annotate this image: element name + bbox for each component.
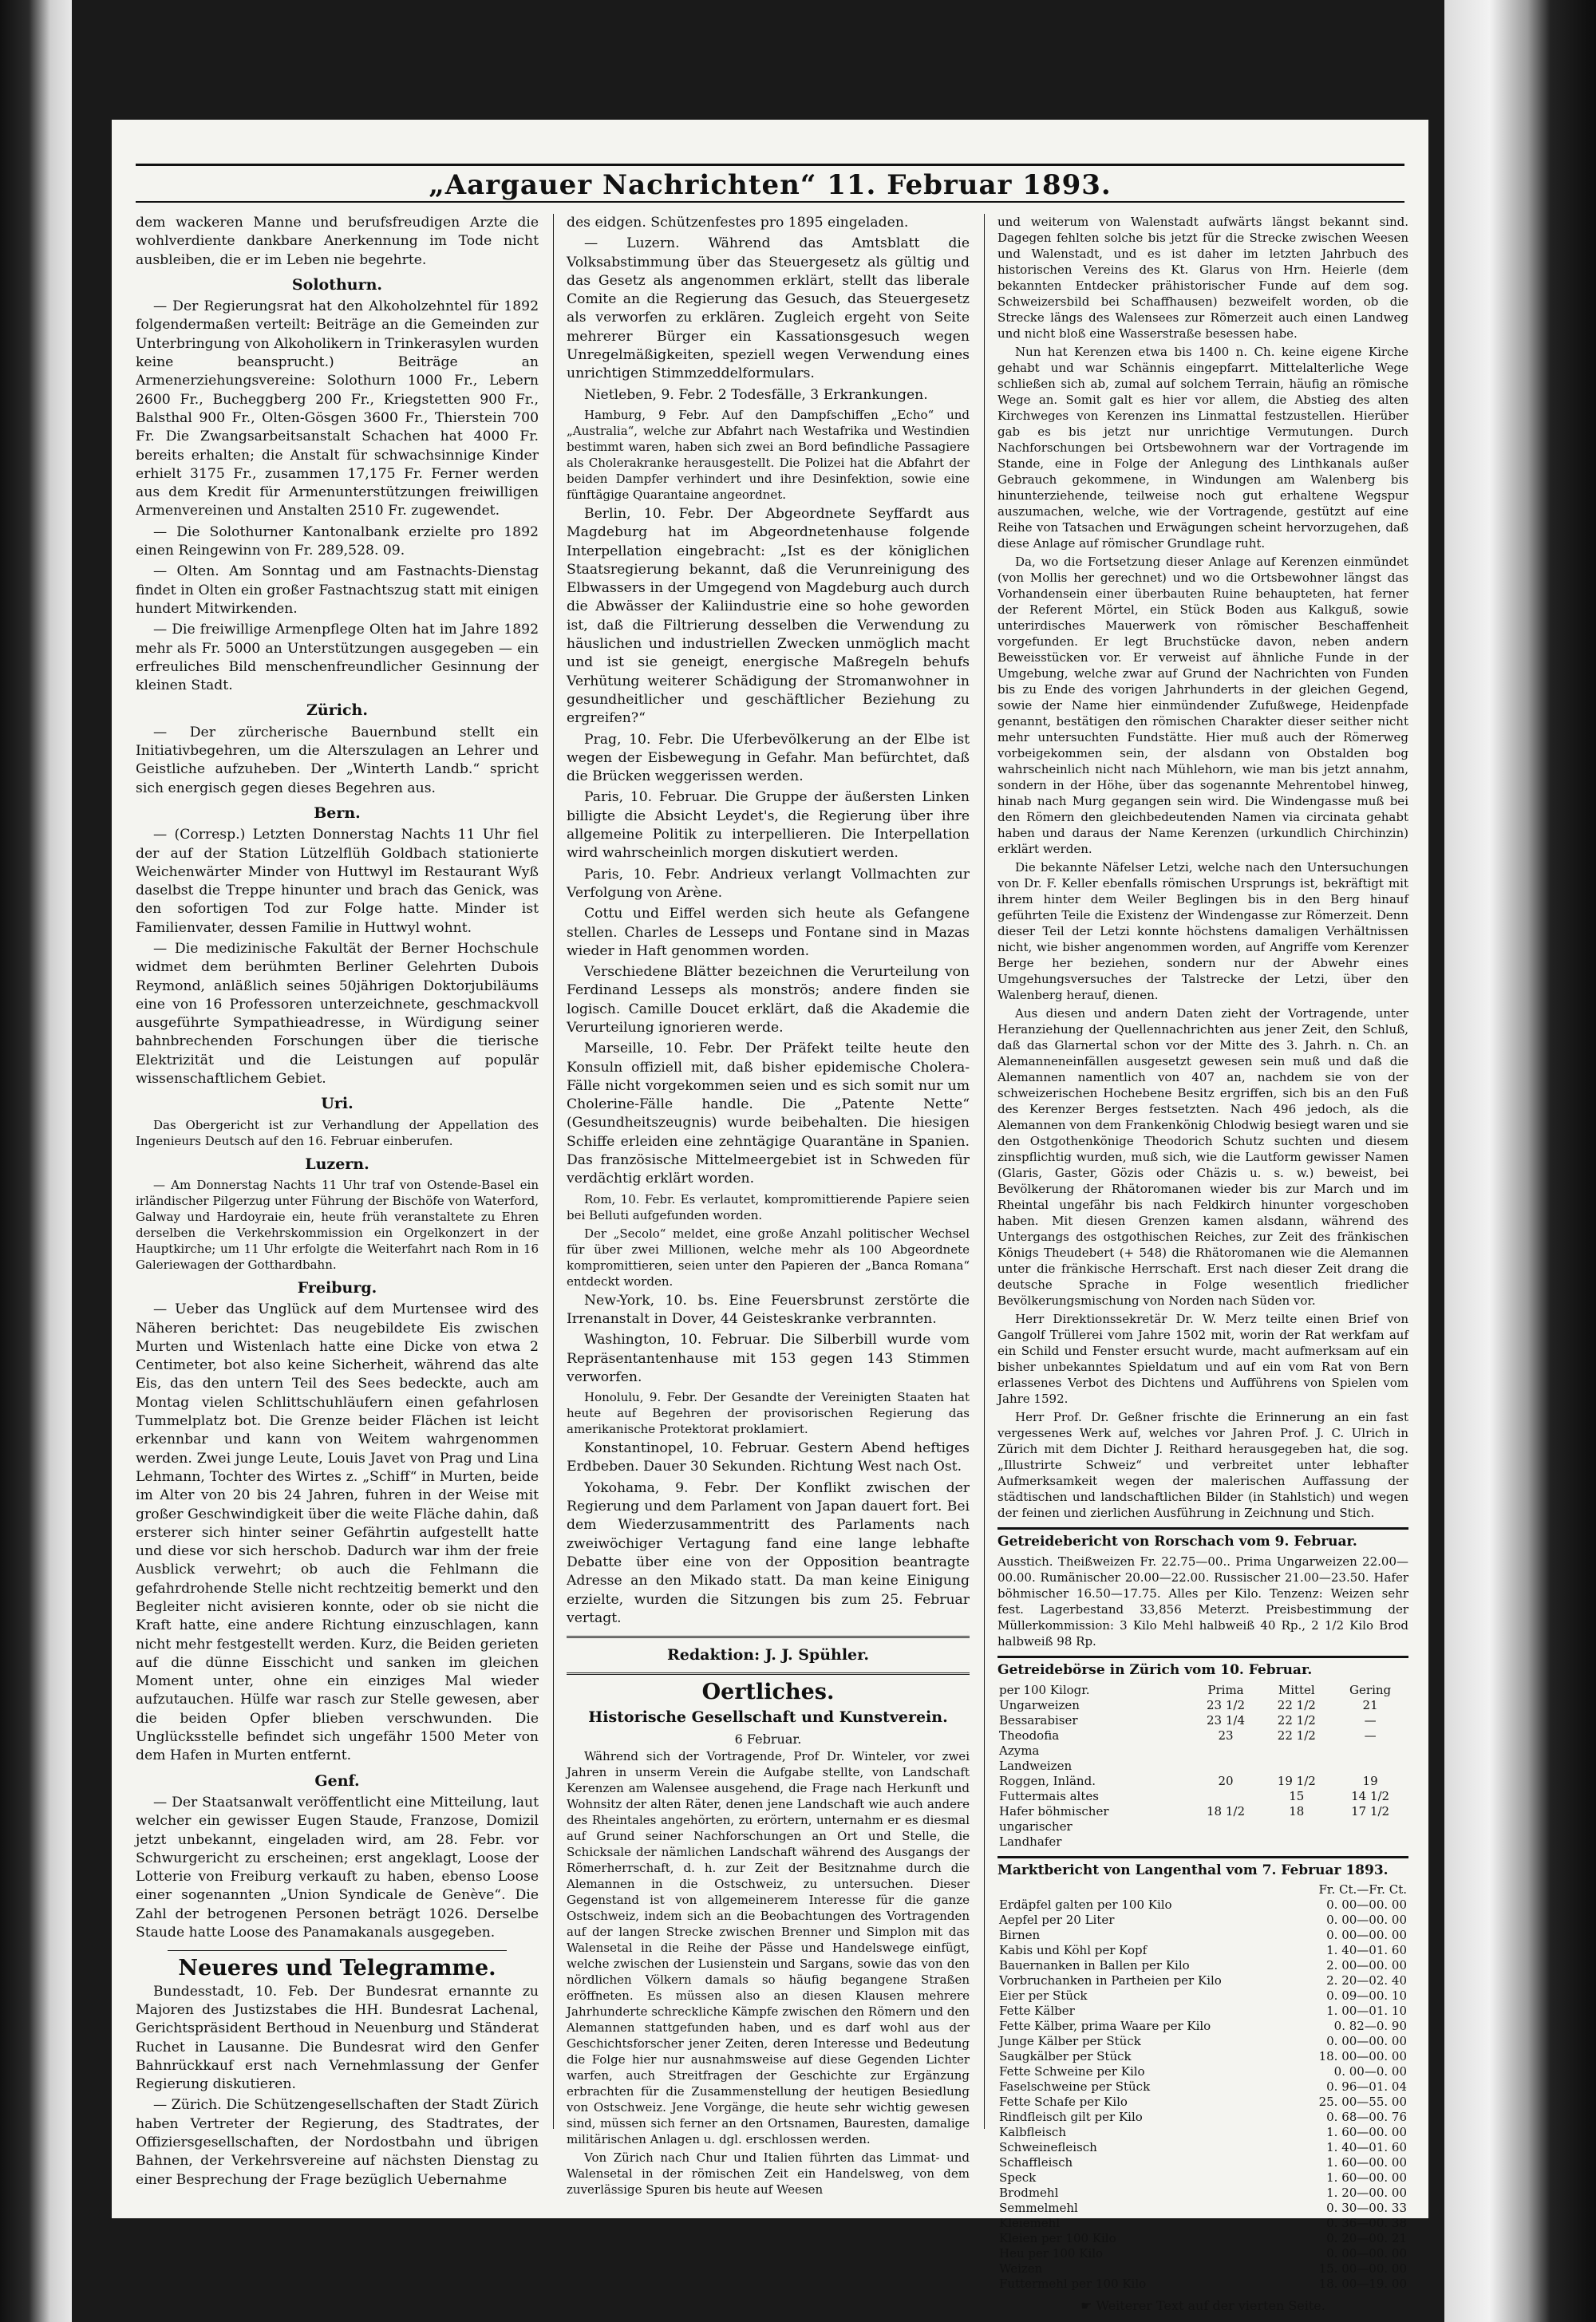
section-rule (168, 1950, 507, 1951)
table-cell (1191, 1759, 1262, 1774)
table-cell: Landweizen (999, 1758, 1073, 1773)
table-cell: Heu per 100 Kilo (999, 2245, 1104, 2261)
table-header-cell: Prima (1207, 1682, 1244, 1697)
table-cell: Ungarweizen (999, 1697, 1080, 1712)
article-paragraph: Konstantinopel, 10. Februar. Gestern Abend heftiges Erdbeben. Dauer 30 Sekunden. Richtung West nach Ost. (567, 1440, 970, 1475)
table-row (998, 1928, 1408, 1943)
table-cell: Bauernanken in Ballen per Kilo (999, 1957, 1190, 1973)
table-cell: Theodofia (999, 1728, 1060, 1743)
table-row (998, 2004, 1408, 2019)
table-cell (1261, 1834, 1332, 1850)
article-paragraph: Berlin, 10. Febr. Der Abgeordnete Seyffardt aus Magdeburg hat im Abgeordnetenhause folgende Interpellation eingebracht: „Ist es der königlichen Staatsregierung bekannt, daß die Verunreinigung des Elbwassers in der Umgegend von Magdeburg auch durch die Abwässer der Kaliindustrie eine so hohe geworden ist, daß die Filtrierung desselben die Verwendung zu häuslichen und industriellen Zwecken unmöglich macht und ist sie geneigt, energische Maßregeln behufs Verhütung weiterer Schädigung der Stromanwohner in gesundheitlicher und geschäftlicher Beziehung zu ergreifen?“ (567, 505, 970, 727)
table-row (998, 1789, 1408, 1804)
table-cell: Futtermais altes (999, 1788, 1099, 1803)
table-cell: 0. 20—00. 21 (1326, 2230, 1407, 2245)
table-header-cell: Gering (1349, 1682, 1392, 1697)
table-cell: 22 1/2 (1277, 1728, 1316, 1743)
article-paragraph: — Der Regierungsrat hat den Alkoholzehntel für 1892 folgendermaßen verteilt: Beiträge an die Gemeinden zur Unterbringung von Alkoholikern in Trinkerasylen wurden keine beansprucht.) Beiträge an Armenerziehungsvereine: Solothurn 1000 Fr., Lebern 2600 Fr., Bucheggberg 200 Fr., Kriegstetten 900 Fr., Balsthal 900 Fr., Olten-Gösgen 3600 Fr., Thierstein 700 Fr. Die Zwangsarbeitsanstalt Schachen hat 4000 Fr. bereits erhalten; die Anstalt für schwachsinnige Kinder erhielt 3175 Fr., zusammen 17,175 Fr. Ferner werden aus dem Kredit für Armenunterstützungen freiwilligen Armenvereinen und Anstalten 2510 Fr. zugewendet. (136, 298, 539, 519)
table-row (998, 2095, 1408, 2110)
table-cell: 22 1/2 (1277, 1697, 1316, 1712)
table-cell: 0. 00—00. 00 (1326, 2245, 1407, 2261)
article-paragraph: dem wackeren Manne und berufsfreudigen Arzte die wohlverdiente dankbare Anerkennung im Tode nicht ausbleiben, die er im Leben nie begehrte. (136, 215, 539, 268)
table-cell (1191, 1789, 1262, 1804)
table-cell: 18. 00—19. 00 (1318, 2276, 1407, 2291)
section-date: 6 Februar. (734, 1732, 802, 1747)
table-row (998, 1913, 1408, 1928)
section-heading-large: Oertliches. (701, 1680, 835, 1705)
market-report-text: Ausstich. Theißweizen Fr. 22.75—00.. Prima Ungarweizen 22.00—00.00. Rumänischer 20.00—22.00. Russischer 21.00—23.50. Hafer böhmischer 16.50—17.75. Alles per Kilo. Tenzenz: Weizen sehr fest. Lagerbestand 33,856 Meterzt. Preisbestimmung der Müllerkommission: 3 Kilo Mehl halbweiß 40 Rp., 2 1/2 Kilo Brod halbweiß 98 Rp. (998, 1554, 1408, 1649)
table-cell: 0. 82—0. 90 (1333, 2018, 1407, 2033)
table-row (998, 2277, 1408, 2292)
table-row (998, 1973, 1408, 1988)
table-cell: Fette Schafe per Kilo (999, 2094, 1128, 2109)
table-row (998, 1713, 1408, 1728)
table-cell: Fette Kälber, prima Waare per Kilo (999, 2018, 1211, 2033)
article-paragraph: — Der zürcherische Bauernbund stellt ein Initiativbegehren, um die Alterszulagen an Lehrer und Geistliche aufzuheben. Der „Winterth Landb.“ spricht sich energisch gegen dieses Begehren aus. (136, 724, 539, 796)
article-paragraph: Honolulu, 9. Febr. Der Gesandte der Vereinigten Staaten hat heute auf Begehren der provisorischen Regierung das amerikanische Protektorat proklamiert. (567, 1390, 970, 1437)
column-3 (998, 214, 1408, 2313)
table-cell: 22 1/2 (1277, 1712, 1316, 1728)
column-divider (984, 214, 985, 2129)
table-row (998, 1774, 1408, 1789)
table-header-cell: Mittel (1278, 1682, 1315, 1697)
table-cell: 1. 00—01. 10 (1326, 2003, 1407, 2018)
column-divider (553, 214, 554, 2129)
masthead-rule-bottom (136, 201, 1404, 203)
table-row (998, 2125, 1408, 2140)
table-cell: Kleien per 100 Kilo (999, 2230, 1116, 2245)
article-paragraph: Aus diesen und andern Daten zieht der Vortragende, unter Heranziehung der Quellennachrichten aus jener Zeit, den Schluß, daß das Glarnertal schon vor der Mitte des 3. Jahrh. n. Ch. an Alemanneneinfällen ausgesetzt gewesen sein muß und daß die Alemannen namentlich von 407 an, nachdem sie von der schweizerischen Hochebene Besitz ergriffen, sich bis an den Fuß des Kerenzer Berges festsetzten. Nach 496 jedoch, als die Alemannen von dem Frankenkönig Chlodwig besiegt waren und sie den Ostgothenkönige Theodorich Schutz suchten und diesem zinspflichtig wurden, muß sich, wie die Lautform gewisser Namen (Glaris, Gaster, Gözis oder Chäzis u. s. w.) beweist, bei Bevölkerung der Rhätoromanen wieder bis zur March und im Rheintal ungefähr bis nach Feldkirch hinunter vorgeschoben haben. Mit diesen Grenzen kamen alsdann, während des Untergangs des ostgothischen Reiches, zur Zeit des fränkischen Königs Theudebert (+ 548) die Rhätoromanen wie die Alemannen unter die fränkische Herrschaft. Erst nach dieser Zeit drang die deutsche Sprache in Folge wesentlich friedlicher Bevölkerungsmischung von Norden nach Süden vor. (998, 1006, 1408, 1308)
article-paragraph: des eidgen. Schützenfestes pro 1895 eingeladen. (567, 215, 909, 231)
table-cell: 15 (1289, 1788, 1305, 1803)
table-cell: Birnen (999, 1927, 1041, 1942)
table-cell: Landhafer (999, 1834, 1062, 1849)
table-cell: Vorbruchanken in Partheien per Kilo (999, 1973, 1222, 1988)
table-cell: Roggen, Inländ. (999, 1773, 1096, 1788)
table-row (998, 1819, 1408, 1834)
table-cell: 0. 36—00. 38 (1326, 2215, 1407, 2230)
table-cell: 15. 00—00. 00 (1318, 2261, 1407, 2276)
article-paragraph: — Zürich. Die Schützengesellschaften der Stadt Zürich haben Vertreter der Regierung, des Stadtrates, der Offiziersgesellschaften, der Nordostbahn und übrigen Bahnen, der Verkehrsvereine auf nächsten Dienstag zu einer Besprechung der Frage bezüglich Uebernahme (136, 2097, 539, 2188)
table-cell: 19 (1362, 1773, 1378, 1788)
continued-note: ☛ Weiterer Text auf der vierten Seite. (1080, 2297, 1325, 2313)
table-cell: 2. 20—02. 40 (1326, 1973, 1407, 1988)
column-2 (567, 214, 970, 2198)
section-heading: Uri. (321, 1095, 354, 1113)
table-cell (1261, 1759, 1332, 1774)
table-row (998, 1943, 1408, 1958)
table-cell: 20 (1218, 1773, 1234, 1788)
section-heading: Bern. (314, 804, 361, 822)
table-cell: 0. 30—00. 33 (1326, 2200, 1407, 2215)
table-cell: Junge Kälber per Stück (999, 2033, 1141, 2048)
column-1 (136, 214, 539, 2193)
langenthal-market-title: Marktbericht von Langenthal vom 7. Februar 1893. (998, 1856, 1408, 1880)
table-row (998, 1759, 1408, 1774)
table-cell (1332, 1759, 1408, 1774)
table-header-cell: Fr. Ct.—Fr. Ct. (1318, 1882, 1407, 1897)
article-paragraph: Paris, 10. Februar. Die Gruppe der äußersten Linken billigte die Absicht Leydet's, die Regierung über ihre allgemeine Politik zu interpellieren. Die Interpellation wird wahrscheinlich morgen diskutiert werden. (567, 789, 970, 862)
table-cell (1261, 1743, 1332, 1759)
table-cell: Schaffleisch (999, 2154, 1073, 2170)
table-cell: Fette Schweine per Kilo (999, 2063, 1145, 2079)
table-row (998, 1728, 1408, 1743)
table-row (998, 2246, 1408, 2261)
table-cell: 1. 20—00. 00 (1326, 2185, 1407, 2200)
table-row (998, 1988, 1408, 2004)
article-paragraph: — Die freiwillige Armenpflege Olten hat im Jahre 1892 mehr als Fr. 5000 an Unterstützungen ausgegeben — ein erfreuliches Bild menschenfreundlicher Gesinnung der kleinen Stadt. (136, 622, 539, 694)
table-cell: 18. 00—00. 00 (1318, 2048, 1407, 2063)
article-paragraph: Nun hat Kerenzen etwa bis 1400 n. Ch. keine eigene Kirche gehabt und war Schännis eingepfarrt. Mittelalterliche Wege schließen sich ab, zumal auf solchem Terrain, häufig an römische Wege an. Somit galt es hier vor allem, die Abstieg des alten Kirchweges von Kerenzen ins Linmattal festzustellen. Hierüber gab es bis jetzt nur unrichtige Vermutungen. Durch Nachforschungen bei Ortsbewohnern war der Vortragende im Stande, eine in Folge der Anlegung des Linthkanals außer Gebrauch gekommene, in Windungen am Walenberg bis hinunterziehende, teilweise noch gut erhaltene Wegspur auszumachen, welche, wie der Vortragende, gestützt auf eine Reihe von Tatsachen und Erwägungen scheint hervorzugehen, daß diese Anlage auf römischer Grundlage ruht. (998, 345, 1408, 551)
table-cell: 0. 00—00. 00 (1326, 1897, 1407, 1912)
table-cell: Semmelmehl (999, 2200, 1078, 2215)
section-heading: Luzern. (305, 1155, 369, 1173)
table-cell: 23 1/2 (1207, 1697, 1246, 1712)
table-cell: 23 (1218, 1728, 1234, 1743)
table-cell: ungarischer (999, 1819, 1073, 1834)
article-paragraph: Paris, 10. Febr. Andrieux verlangt Vollmachten zur Verfolgung von Arène. (567, 866, 970, 901)
table-cell: Weizen (999, 2261, 1043, 2276)
table-cell: Brodmehl (999, 2185, 1059, 2200)
table-cell: Kalbfleisch (999, 2124, 1066, 2139)
table-cell: Schweinefleisch (999, 2139, 1097, 2154)
article-paragraph: — Am Donnerstag Nachts 11 Uhr traf von Ostende-Basel ein irländischer Pilgerzug unter Führung der Bischöfe von Waterford, Galway und Hardoyraie ein, heute früh veranstaltete zu Ehren derselben die Verkehrskommission ein Orgelkonzert in der Hauptkirche; um 11 Uhr erfolgte die Weiterfahrt nach Rom in 16 Galeriewagen der Gotthardbahn. (136, 1177, 539, 1272)
article-paragraph: Nietleben, 9. Febr. 2 Todesfälle, 3 Erkrankungen. (584, 386, 928, 403)
newspaper-page (112, 120, 1428, 2313)
article-paragraph: Hamburg, 9 Febr. Auf den Dampfschiffen „Echo“ und „Australia“, welche zur Abfahrt nach Westafrika und Westindien bestimmt waren, haben sich zwei an Bord befindliche Passagiere als Cholerakranke herausgestellt. Die Polizei hat die Abfahrt der beiden Dampfer verhindert und ihre Desinfektion, sowie eine fünftägige Quarantaine angeordnet. (567, 407, 970, 502)
table-header-row (998, 1882, 1408, 1897)
table-cell: 0. 00—0. 00 (1333, 2063, 1407, 2079)
article-paragraph: Marseille, 10. Febr. Der Präfekt teilte heute den Konsuln offiziell mit, daß bisher epidemische Cholera-Fälle nicht vorgekommen seien und es sich somit nur um Cholerine-Fälle handle. Die „Patente Nette“ (Gesundheitszeugnis) wurde beibehalten. Die hiesigen Schiffe erleiden eine zehntägige Quarantäne in Spanien. Das französische Mittelmeergebiet ist in Schweden für verdächtig erklärt worden. (567, 1041, 970, 1187)
article-paragraph: — Ueber das Unglück auf dem Murtensee wird des Näheren berichtet: Das neugebildete Eis zwischen Murten und Wistenlach hatte eine Dicke von etwa 2 Centimeter, bot also keine Sicherheit, während das alte Eis, das den untern Teil des Sees bedeckte, auch am Montag vielen Schlittschuhläufern einen gefahrlosen Tummelplatz bot. Die Grenze beider Flächen ist leicht erkennbar und kann von Weitem wahrgenommen werden. Zwei junge Leute, Louis Javet von Prag und Lina Lehmann, Tochter des Wirtes z. „Schiff“ in Murten, beide im Alter von 20 bis 24 Jahren, fuhren in der Weise mit großer Geschwindigkeit über die weite Fläche dahin, daß ersterer sich hinter seiner Gefährtin aufgestellt hatte und diese vor sich herschob. Dadurch war ihm der freie Ausblick verwehrt; ob auch die Fehlmann die gefahrdrohende Stelle nicht rechtzeitig bemerkt und den Begleiter nicht avisieren konnte, oder ob sie nicht die Kraft hatte, eine andere Richtung einzuschlagen, kann nicht mehr festgestellt werden. Kurz, die Beiden gerieten auf die dünne Eisschicht und sanken im gleichen Moment unter, ohne ein einziges Mal wieder aufzutauchen. Hülfe war rasch zur Stelle gewesen, aber die beiden Opfer blieben verschwunden. Die Unglücksstelle befindet sich ungefähr 1500 Meter von dem Hafen in Murten entfernt. (136, 1301, 539, 1764)
table-cell: Erdäpfel galten per 100 Kilo (999, 1897, 1172, 1912)
article-paragraph: Von Zürich nach Chur und Italien führten das Limmat- und Walensetal in der römischen Zeit ein Handelsweg, von dem zuverlässige Spuren bis heute auf Weesen (567, 2150, 970, 2198)
zurich-exchange-title: Getreidebörse in Zürich vom 10. Februar. (998, 1656, 1408, 1680)
article-paragraph: — Die medizinische Fakultät der Berner Hochschule widmet dem berühmten Berliner Gelehrten Dubois Reymond, anläßlich seines 50jährigen Doktorjubiläums eine von 16 Professoren unterzeichnete, geschmackvoll ausgeführte Sympathieadresse, in Würdigung seiner bahnbrechenden Forschungen über die tierische Elektrizität und die Leistungen auf populär wissenschaftlichem Gebiet. (136, 940, 539, 1088)
table-cell: Hafer böhmischer (999, 1803, 1109, 1819)
table-cell: 1. 60—00. 00 (1326, 2170, 1407, 2185)
table-cell (1191, 1743, 1262, 1759)
article-paragraph: Die bekannte Näfelser Letzi, welche nach den Untersuchungen von Dr. F. Keller ebenfalls römischen Ursprungs ist, bekräftigt mit ihrem hinter dem Weiler Beglingen bis in den Berg hinauf geführten Teile die Existenz der Windengasse zur Römerzeit. Denn dieser Teil der Letzi konnte höchstens damaligen Verhältnissen nicht, wie bisher angenommen worden, auf Angriffe vom Kerenzer Berge her beziehen, sondern nur der Abwehr eines Umgehungsversuches der Talstrecke der Letzi, über den Walenberg herauf, dienen. (998, 860, 1408, 1002)
article-paragraph: Herr Prof. Dr. Geßner frischte die Erinnerung an ein fast vergessenes Werk auf, welches vor Jahren Prof. J. C. Ulrich in Zürich mit dem Dichter J. Reithard herausgegeben hat, die sog. „Illustrirte Schweiz“ und verbreitet unter lebhafter Aufmerksamkeit wegen der malerischen Auffassung der städtischen und landschaftlichen Bilder (in Stahlstich) und wegen der feinen und zierlichen Ausführung in Zeichnung und Stich. (998, 1410, 1408, 1520)
table-cell: Rindfleisch gilt per Kilo (999, 2109, 1143, 2124)
article-paragraph: — Die Solothurner Kantonalbank erzielte pro 1892 einen Reingewinn von Fr. 289,528. 09. (136, 523, 539, 559)
table-cell (1191, 1834, 1262, 1850)
table-row (998, 2155, 1408, 2170)
table-cell (1332, 1834, 1408, 1850)
article-paragraph: Rom, 10. Febr. Es verlautet, kompromittierende Papiere seien bei Belluti aufgefunden worden. (567, 1191, 970, 1222)
table-cell: — (1364, 1712, 1377, 1728)
article-paragraph: Verschiedene Blätter bezeichnen die Verurteilung von Ferdinand Lesseps als monströs; andere finden sie logisch. Camille Doucet erklärt, daß die Akademie die Verurteilung ignorieren werde. (567, 964, 970, 1036)
table-cell: Speck (999, 2170, 1037, 2185)
table-row (998, 2110, 1408, 2125)
table-cell: 0. 09—00. 10 (1326, 1988, 1407, 2003)
table-cell: Futtermehl per 100 Kilo (999, 2276, 1147, 2291)
article-paragraph: Während sich der Vortragende, Prof Dr. Winteler, vor zwei Jahren in unserm Verein die Aufgabe stellte, von Landschaft Kerenzen am Walensee ausgehend, die Frage nach Herkunft und Wohnsitz der alten Räter, denen jene Landschaft wie auch andere des Rheintales angehörten, zu erörtern, unternahm er es diesmal auf Grund seiner Nachforschungen an Ort und Stelle, die Schicksale der nämlichen Landschaft während des Ausgangs der Römerherrschaft, d. h. zur Zeit der Besitznahme durch die Alemannen in die Ostschweiz, zu untersuchen. Dieser Gegenstand ist von allgemeinerem Interesse für die ganze Ostschweiz, indem sich an die Beobachtungen des Vortragenden auf der langen Strecke zwischen Brenner und Simplon mit das Walensetal in die Reihe der Pässe und Handelswege einfügt, welche zwischen der Lusienstein und Sargans, sowie das von den nördlichen Völkern damals so häufig begangene Straßen eröffneten. Es müssen also an diesen Klausen mehrere Jahrhunderte schreckliche Kämpfe zwischen den Römern und den Alemannen stattgefunden haben, und es darf wohl aus der Geschichtsforscher jener Zeiten, deren Interesse und Bedeutung die Folge hier nur ausnahmsweise auf diese Gegenden Lichter warfen, auch Streitfragen der Geschichte zur Ergänzung erbrachten für die Zusammenstellung der heutigen Besiedlung von Ostschweiz. Jene Vorgänge, die heute sehr wichtig gewesen sind, müssen sich ferner an den Ortsnamen, Bauresten, damalige militärischen Anlagen u. dgl. erschlossen werden. (567, 1749, 970, 2147)
table-cell: 0. 68—00. 76 (1326, 2109, 1407, 2124)
article-paragraph: Bundesstadt, 10. Feb. Der Bundesrat ernannte zu Majoren des Justizstabes die HH. Bundesrat Lachenal, Gerichtspräsident Berthoud in Neuenburg und Ständerat Ruchet in Lausanne. Die Bundesrat wird den Genfer Bahnrückkauf erst nach Vernehmlassung der Genfer Regierung diskutieren. (136, 1983, 539, 2093)
table-cell (1332, 1819, 1408, 1834)
table-cell: 2. 00—00. 00 (1326, 1957, 1407, 1973)
table-row (998, 2034, 1408, 2049)
table-cell: Azyma (999, 1743, 1040, 1758)
table-cell: Eier per Stück (999, 1988, 1088, 2003)
table-cell: 21 (1362, 1697, 1378, 1712)
table-header-cell: per 100 Kilogr. (999, 1682, 1090, 1697)
article-paragraph: Da, wo die Fortsetzung dieser Anlage auf Kerenzen einmündet (von Mollis her gerechnet) und wo die Ortsbewohner längst das Vorhandensein einer überbauten Ruine behaupteten, hat ferner der Referent Mörtel, ein Stück Boden aus Kalkguß, sowie unterirdisches Mauerwerk von römischer Beschaffenheit vorgefunden. Er legt Bruchstücke davon, neben andern Beweisstücken vor. Er verweist auf ähnliche Funde in der Umgebung, welche zwar auf Grund der Nachrichten von Funden bis zu Ende des vorigen Jahrhunderts in der gleichen Gegend, sowie der Name hier einmündender Zufußwege, Heidenpfade genannt, bestätigen den römischen Charakter dieser seither nicht mehr untersuchten Fundstätte. Hier muß auch der Römerweg vorbeigekommen sein, der alsdann von Obstalden bog wahrscheinlich nicht nach Mühlehorn, wie man bis jetzt annahm, sondern in der Höhe, über das sogenannte Mehrentobel hinweg, hinab nach Murg gegangen sein wird. Die Windengasse muß bei den Römern den gleichbedeutenden Namen via circinata gehabt haben und daraus der Name Kerenzen (urkundlich Chirchinzin) erklärt werden. (998, 555, 1408, 856)
scan-left-edge (0, 0, 72, 2322)
table-row (998, 2186, 1408, 2201)
table-cell: 19 1/2 (1277, 1773, 1316, 1788)
table-cell: 18 (1289, 1803, 1305, 1819)
table-row (998, 2231, 1408, 2246)
article-paragraph: Herr Direktionssekretär Dr. W. Merz teilte einen Brief von Gangolf Trüllerei vom Jahre 1502 mit, worin der Rat werkfam auf ein Schild und Fenster ersucht wurde, macht aufmerksam auf ein bisher unbekanntes Spieldatum und auf ein vom Rat von Bern erlassenes Verbot des Dichtens und Aufführens von Spielen vom Jahre 1592. (998, 1312, 1408, 1406)
article-paragraph: Der „Secolo“ meldet, eine große Anzahl politischer Wechsel für über zwei Millionen, welche mehr als 100 Abgeordnete kompromittieren, seien unter den Papieren der „Banca Romana“ entdeckt worden. (567, 1226, 970, 1289)
table-cell: 0. 00—00. 00 (1326, 1927, 1407, 1942)
table-cell (1332, 1743, 1408, 1759)
table-row (998, 2064, 1408, 2079)
section-heading: Historische Gesellschaft und Kunstverein. (588, 1708, 948, 1726)
table-row (998, 2170, 1408, 2186)
table-cell: Kabis und Köhl per Kopf (999, 1942, 1148, 1957)
table-cell: 1. 40—01. 60 (1326, 2139, 1407, 2154)
table-cell: 23 1/4 (1207, 1712, 1246, 1728)
article-paragraph: und weiterum von Walenstadt aufwärts längst bekannt sind. Dagegen fehlten solche bis jetzt für die Strecke zwischen Weesen und Walenstadt, und es ist daher im letzten Jahrbuch des historischen Vereins des Kt. Glarus von Hrn. Heierle (dem bekannten Entdecker prähistorischer Funde auf dem sog. Schweizersbild bei Schaffhausen) bezweifelt worden, ob die Strecke längs des Walensees zur Römerzeit auch einen Landweg und nicht bloß eine Wasserstraße besessen habe. (998, 215, 1408, 341)
table-row (998, 2079, 1408, 2095)
table-row (998, 1804, 1408, 1819)
section-heading: Solothurn. (291, 275, 383, 294)
table-cell: 25. 00—55. 00 (1318, 2094, 1407, 2109)
table-cell: Faselschweine per Stück (999, 2079, 1151, 2094)
article-paragraph: Cottu und Eiffel werden sich heute als Gefangene stellen. Charles de Lesseps und Fontane sind in Mazas wieder in Haft genommen worden. (567, 906, 970, 959)
table-cell (1261, 1819, 1332, 1834)
columns (136, 214, 1408, 2313)
table-cell: Saugkälber per Stück (999, 2048, 1132, 2063)
table-cell: 1. 60—00. 00 (1326, 2124, 1407, 2139)
article-paragraph: — (Corresp.) Letzten Donnerstag Nachts 11 Uhr fiel der auf der Station Lützelflüh Goldbach stationierte Weichenwärter Minder von Huttwyl im Restaurant Wyß daselbst die Treppe hinunter und brach das Genick, was den sofortigen Tod zur Folge hatte. Minder ist Familienvater, dessen Familie in Huttwyl wohnt. (136, 827, 539, 936)
section-heading: Zürich. (306, 701, 368, 720)
scan-right-edge (1444, 0, 1596, 2322)
table-row (998, 2140, 1408, 2155)
table-cell: 1. 60—00. 00 (1326, 2154, 1407, 2170)
masthead: „Aargauer Nachrichten“ 11. Februar 1893. (429, 169, 1112, 201)
zurich-exchange-table (998, 1683, 1408, 1850)
section-heading-large: Neueres und Telegramme. (178, 1956, 496, 1981)
article-paragraph: Washington, 10. Februar. Die Silberbill wurde vom Repräsentantenhause mit 153 gegen 143 Stimmen verworfen. (567, 1332, 970, 1385)
article-paragraph: Das Obergericht ist zur Verhandlung der Appellation des Ingenieurs Deutsch auf den 16. Februar einberufen. (136, 1117, 539, 1148)
table-cell: Fette Kälber (999, 2003, 1075, 2018)
table-cell: 18 1/2 (1207, 1803, 1246, 1819)
section-rule (567, 1636, 970, 1638)
table-row (998, 2201, 1408, 2216)
market-report-title: Getreidebericht von Rorschach vom 9. Februar. (998, 1527, 1408, 1551)
table-row (998, 1897, 1408, 1913)
masthead-rule-top (136, 164, 1404, 166)
article-paragraph: New-York, 10. bs. Eine Feuersbrunst zerstörte die Irrenanstalt in Dover, 44 Geisteskranke verbrannten. (567, 1292, 970, 1327)
editor-credit: Redaktion: J. J. Spühler. (666, 1646, 870, 1664)
table-cell: 0. 00—00. 00 (1326, 2033, 1407, 2048)
article-paragraph: — Luzern. Während das Amtsblatt die Volksabstimmung über das Steuergesetz als gültig und das Gesetz als angenommen erklärt, stellt das liberale Comite an die Regierung das Gesuch, das Steuergesetz als verworfen zu erklären. Zugleich ergeht von Seite mehrerer Bürger ein Kassationsgesuch wegen Unregelmäßigkeiten, speziell wegen Verwendung eines unrichtigen Stimmzeddelformulars. (567, 235, 970, 382)
table-cell: 0. 00—00. 00 (1326, 1912, 1407, 1927)
table-row (998, 1743, 1408, 1759)
langenthal-market-table (998, 1882, 1408, 2292)
table-cell: 0. 96—01. 04 (1326, 2079, 1407, 2094)
section-heading: Genf. (314, 1771, 360, 1790)
table-row (998, 2261, 1408, 2277)
table-cell: 14 1/2 (1351, 1788, 1390, 1803)
section-rule (567, 1672, 970, 1675)
table-header-row (998, 1683, 1408, 1698)
table-cell: Kleiemehl (999, 2215, 1061, 2230)
table-cell: 17 1/2 (1351, 1803, 1390, 1819)
table-row (998, 2049, 1408, 2064)
table-row (998, 1958, 1408, 1973)
article-paragraph: — Olten. Am Sonntag und am Fastnachts-Dienstag findet in Olten ein großer Fastnachtszug statt mit einigen hundert Mitwirkenden. (136, 563, 539, 617)
table-cell: Aepfel per 20 Liter (999, 1912, 1115, 1927)
table-cell: 1. 40—01. 60 (1326, 1942, 1407, 1957)
section-heading: Freiburg. (297, 1278, 377, 1297)
article-paragraph: — Der Staatsanwalt veröffentlicht eine Mitteilung, laut welcher ein gewisser Eugen Staude, Franzose, Domizil jetzt unbekannt, eingeladen wird, am 28. Febr. vor Schwurgericht zu erscheinen; erst angeklagt, Loose der Lotterie von Freiburg verkauft zu haben, ebenso Loose einer sogenannten „Union Syndicale de Genève“. Die Zahl der betrogenen Personen beträgt 1026. Derselbe Staude hatte Loose des Panamakanals ausgegeben. (136, 1794, 539, 1941)
table-cell: Bessarabiser (999, 1712, 1078, 1728)
table-header-cell (998, 1882, 1290, 1897)
table-cell (1191, 1819, 1262, 1834)
table-cell: — (1364, 1728, 1377, 1743)
article-paragraph: Prag, 10. Febr. Die Uferbevölkerung an der Elbe ist wegen der Eisbewegung in Gefahr. Man befürchtet, daß die Brücken weggerissen werden. (567, 731, 970, 785)
article-paragraph: Yokohama, 9. Febr. Der Konflikt zwischen der Regierung und dem Parlament von Japan dauert fort. Bei dem Wiederzusammentritt des Parlaments nach zweiwöchiger Vertagung fand eine lange lebhafte Debatte über eine von der Opposition beantragte Adresse an den Mikado statt. Da man keine Einigung erzielte, wurden die Sitzungen bis zum 25. Februar vertagt. (567, 1479, 970, 1626)
table-row (998, 1834, 1408, 1850)
table-row (998, 2019, 1408, 2034)
table-row (998, 1698, 1408, 1713)
table-row (998, 2216, 1408, 2231)
